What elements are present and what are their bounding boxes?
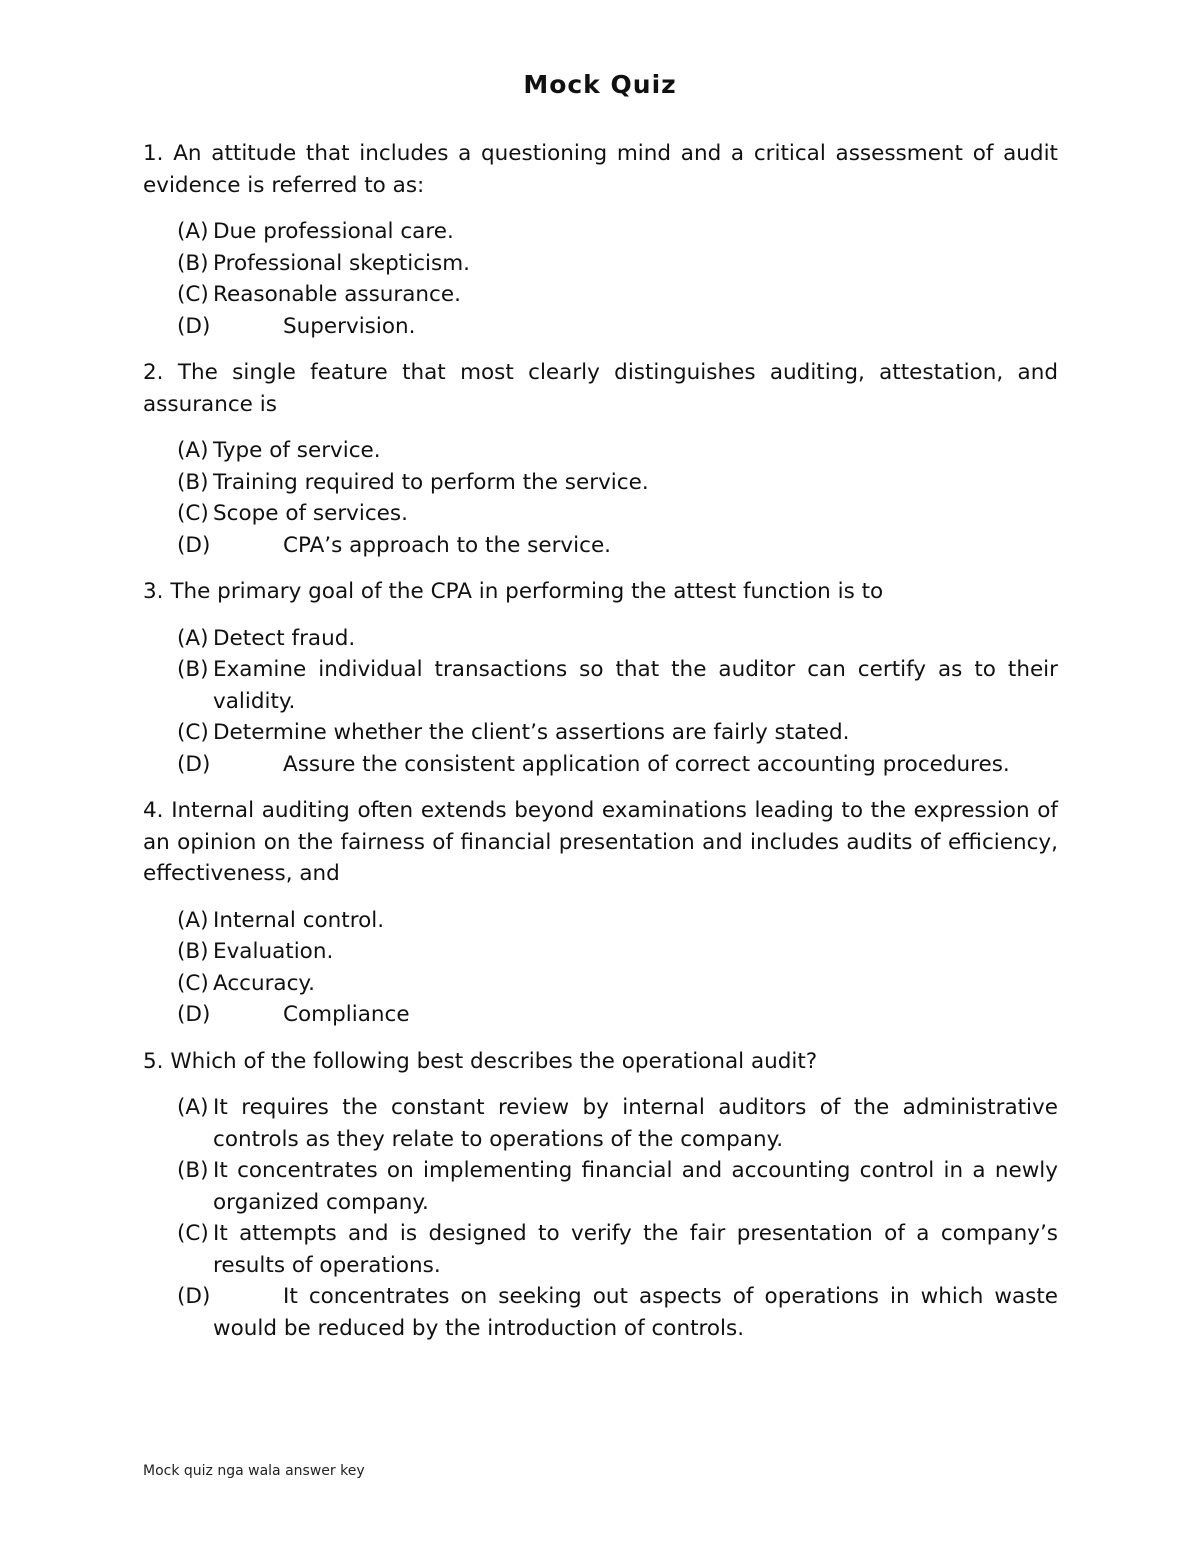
option-letter: (A) <box>177 907 209 933</box>
option-item <box>177 749 1058 781</box>
option-text: Determine whether the client’s assertions are fairly stated. <box>213 720 850 745</box>
option-text: Assure the consistent application of correct accounting procedures. <box>283 751 1010 777</box>
option-letter: (C) <box>177 1221 209 1246</box>
option-letter: (D) <box>177 313 211 339</box>
question-text: 5. Which of the following best describes the operational audit? <box>143 1048 818 1074</box>
option-letter: (D) <box>177 1284 211 1309</box>
question-block <box>143 1046 1058 1345</box>
option-list <box>143 623 1058 781</box>
option-item <box>177 435 1058 467</box>
question-text: 1. An attitude that includes a questioning mind and a critical assessment of audit evidence is referred to as: <box>143 141 1058 198</box>
page-title: Mock Quiz <box>523 70 677 99</box>
option-item <box>177 717 1058 749</box>
question-block <box>143 576 1058 780</box>
option-item <box>177 968 1058 1000</box>
option-item <box>177 905 1058 937</box>
option-item <box>177 311 1058 343</box>
option-text: Detect fraud. <box>213 625 356 651</box>
option-item <box>177 1092 1058 1155</box>
option-item <box>177 999 1058 1031</box>
option-letter: (B) <box>177 250 209 276</box>
option-letter: (C) <box>177 970 209 996</box>
option-letter: (A) <box>177 625 209 651</box>
option-letter: (A) <box>177 1095 209 1120</box>
question-block <box>143 795 1058 1031</box>
option-letter: (C) <box>177 282 209 307</box>
option-text: Due professional care. <box>213 219 454 244</box>
question-text: 2. The single feature that most clearly distinguishes auditing, attestation, and assurance is <box>143 360 1058 417</box>
option-letter: (D) <box>177 1002 211 1027</box>
question-block <box>143 138 1058 342</box>
option-letter: (C) <box>177 501 209 526</box>
option-text: It concentrates on seeking out aspects of operations in which waste would be reduced by the introduction of controls. <box>213 1284 1058 1341</box>
page-footer: Mock quiz nga wala answer key <box>143 1463 365 1479</box>
option-letter: (A) <box>177 438 209 463</box>
option-item <box>177 248 1058 280</box>
option-text: Training required to perform the service. <box>213 469 649 495</box>
option-letter: (B) <box>177 939 209 964</box>
option-item <box>177 498 1058 530</box>
question-text: 4. Internal auditing often extends beyond examinations leading to the expression of an opinion on the fairness of financial presentation and includes audits of efficiency, effectiveness, and <box>143 798 1058 886</box>
option-text: It requires the constant review by internal auditors of the administrative controls as they relate to operations of the company. <box>213 1095 1058 1152</box>
option-text: It attempts and is designed to verify the fair presentation of a company’s results of operations. <box>213 1221 1058 1278</box>
option-letter: (D) <box>177 751 211 777</box>
option-text: Reasonable assurance. <box>213 282 461 307</box>
option-item <box>177 467 1058 499</box>
option-letter: (B) <box>177 657 209 682</box>
option-text: Accuracy. <box>213 970 315 996</box>
question-text: 3. The primary goal of the CPA in performing the attest function is to <box>143 579 884 604</box>
quiz-content <box>143 138 1058 1359</box>
option-letter: (A) <box>177 219 209 244</box>
option-item <box>177 1281 1058 1344</box>
option-text: Professional skepticism. <box>213 250 470 276</box>
option-list <box>143 216 1058 342</box>
option-text: Compliance <box>283 1002 410 1027</box>
option-text: Examine individual transactions so that the auditor can certify as to their validity. <box>213 657 1058 714</box>
option-item <box>177 936 1058 968</box>
option-letter: (B) <box>177 1158 209 1183</box>
option-item <box>177 623 1058 655</box>
option-item <box>177 279 1058 311</box>
option-text: Type of service. <box>213 438 381 463</box>
option-text: Evaluation. <box>213 939 334 964</box>
option-item <box>177 1218 1058 1281</box>
option-text: Scope of services. <box>213 501 408 526</box>
option-item <box>177 654 1058 717</box>
option-text: It concentrates on implementing financial and accounting control in a newly organized company. <box>213 1158 1058 1215</box>
option-list <box>143 1092 1058 1344</box>
option-text: Internal control. <box>213 907 385 933</box>
option-letter: (D) <box>177 532 211 558</box>
option-text: Supervision. <box>283 313 416 339</box>
option-item <box>177 530 1058 562</box>
option-list <box>143 435 1058 561</box>
option-letter: (C) <box>177 720 209 745</box>
option-text: CPA’s approach to the service. <box>283 532 612 558</box>
option-letter: (B) <box>177 469 209 495</box>
option-item <box>177 1155 1058 1218</box>
question-block <box>143 357 1058 561</box>
option-list <box>143 905 1058 1031</box>
option-item <box>177 216 1058 248</box>
